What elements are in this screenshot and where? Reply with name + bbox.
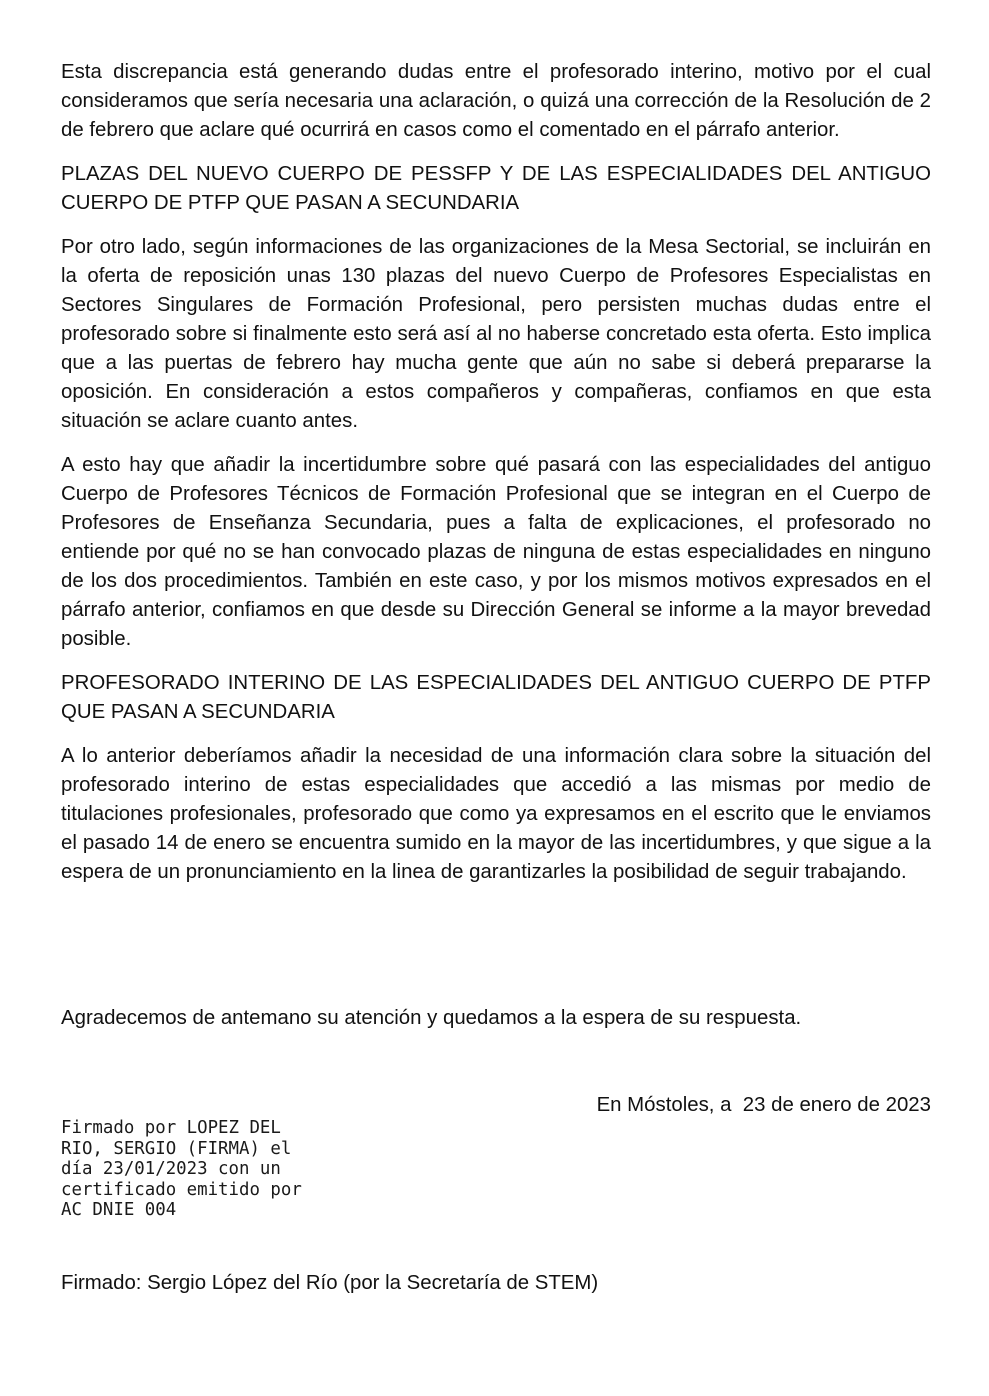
closing-sentence: Agradecemos de antemano su atención y quedamos a la espera de su respuesta. [61,1007,802,1029]
letter-body [61,58,931,902]
digital-signature-block: Firmado por LOPEZ DEL RIO, SERGIO (FIRMA) el día 23/01/2023 con un certificado emitido por AC DNIE 004 [61,1118,302,1220]
paragraph-oferta-reposicion: Por otro lado, según informaciones de las organizaciones de la Mesa Sectorial, se incluirán en la oferta de reposición unas 130 plazas del nuevo Cuerpo de Profesores Especialistas en Sectores Singulares de Formación Profesional, pero persisten muchas dudas entre el profesorado sobre si finalmente esto será así al no haberse concretado esta oferta. Esto implica que a las puertas de febrero hay mucha gente que aún no sabe si deberá prepararse la oposición. En consideración a estos compañeros y compañeras, confiamos en que esta situación se aclare cuanto antes. [61,236,931,432]
paragraph-incertidumbre: A esto hay que añadir la incertidumbre sobre qué pasará con las especialidades del antiguo Cuerpo de Profesores Técnicos de Formación Profesional que se integran en el Cuerpo de Profesores de Enseñanza Secundaria, pues a falta de explicaciones, el profesorado no entiende por qué no se han convocado plazas de ninguna de estas especialidades en ninguno de los dos procedimientos. También en este caso, y por los mismos motivos expresados en el párrafo anterior, confiamos en que desde su Dirección General se informe a la mayor brevedad posible. [61,454,931,650]
paragraph-informacion-clara: A lo anterior deberíamos añadir la necesidad de una información clara sobre la situación del profesorado interino de estas especialidades que accedió a las mismas por medio de titulaciones profesionales, profesorado que como ya expresamos en el escrito que le enviamos el pasado 14 de enero se encuentra sumido en la mayor de las incertidumbres, y que sigue a la espera de un pronunciamiento en la linea de garantizarles la posibilidad de seguir trabajando. [61,745,931,883]
signed-by-line: Firmado: Sergio López del Río (por la Secretaría de STEM) [61,1272,599,1294]
section-heading-interino: PROFESORADO INTERINO DE LAS ESPECIALIDADES DEL ANTIGUO CUERPO DE PTFP QUE PASAN A SECUNDARIA [61,672,931,723]
section-heading-plazas: PLAZAS DEL NUEVO CUERPO DE PESSFP Y DE LAS ESPECIALIDADES DEL ANTIGUO CUERPO DE PTFP QUE PASAN A SECUNDARIA [61,163,931,214]
paragraph-discrepancy: Esta discrepancia está generando dudas entre el profesorado interino, motivo por el cual consideramos que sería necesaria una aclaración, o quizá una corrección de la Resolución de 2 de febrero que aclare qué ocurrirá en casos como el comentado en el párrafo anterior. [61,61,931,141]
place-and-date: En Móstoles, a 23 de enero de 2023 [596,1094,931,1116]
